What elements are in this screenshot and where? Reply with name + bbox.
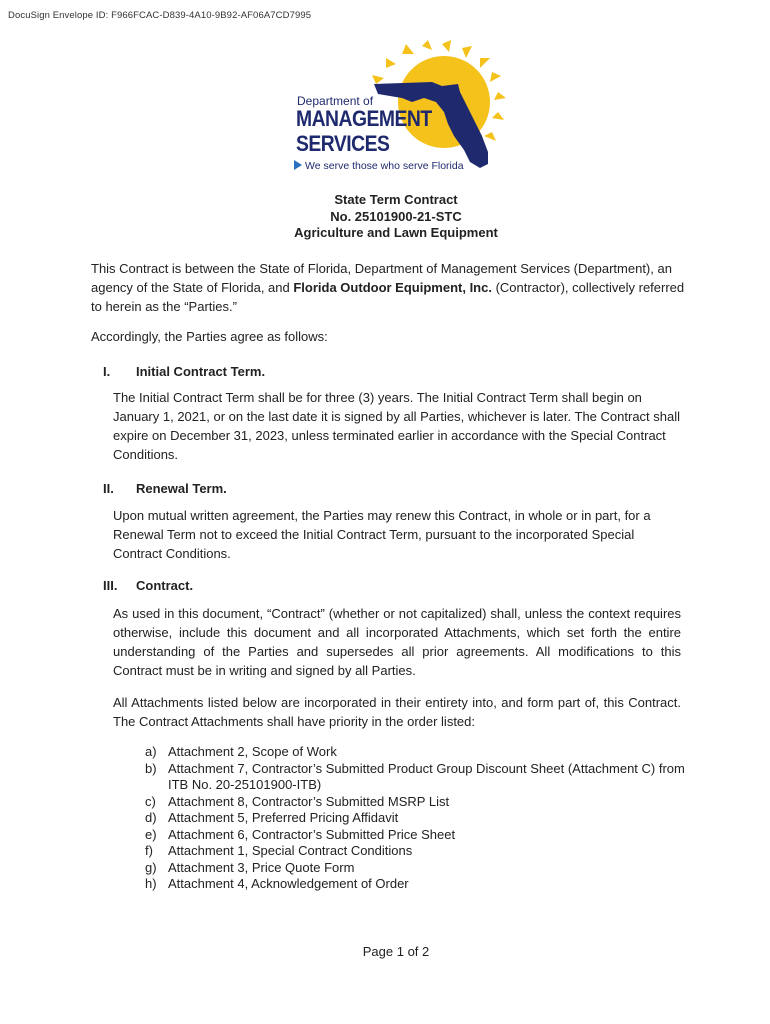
list-marker: f) (145, 843, 153, 858)
logo-management: MANAGEMENT (296, 106, 432, 131)
dms-logo (294, 40, 534, 180)
title-line-3: Agriculture and Lawn Equipment (294, 225, 498, 240)
logo-department-of: Department of (297, 94, 374, 108)
list-item-text: Attachment 3, Price Quote Form (168, 859, 355, 875)
list-item-text: Attachment 6, Contractor’s Submitted Price Sheet (168, 826, 456, 842)
list-item-text: Attachment 7, Contractor’s Submitted Product Group Discount Sheet (Attachment C) from ITB No. 20-25101900-ITB) (168, 760, 685, 792)
attachments-list (145, 744, 685, 893)
section-3-paragraph-1: As used in this document, “Contract” (whether or not capitalized) shall, unless the context requires otherwise, include this document and all incorporated Attachments, which set forth the entire understanding of the Parties and supersedes all prior agreements. All modifications to this Contract must be in writing and signed by all Parties. (113, 606, 681, 678)
list-item (145, 843, 685, 860)
list-item (145, 810, 685, 827)
list-marker: b) (145, 760, 157, 776)
intro-part-1: This Contract is between the State of Florida, Department of Management Services (Department), an agency of the State of Florida, and (91, 261, 672, 295)
agree-paragraph: Accordingly, the Parties agree as follows: (91, 329, 328, 344)
section-heading-2 (103, 481, 503, 499)
list-marker: g) (145, 859, 157, 875)
section-title: Renewal Term. (136, 481, 227, 496)
section-number: III. (103, 578, 118, 593)
title-line-1: State Term Contract (334, 192, 458, 207)
list-item (145, 860, 685, 877)
section-number: I. (103, 364, 111, 379)
list-item-text: Attachment 1, Special Contract Conditions (168, 843, 413, 858)
section-3-paragraph-2: All Attachments listed below are incorporated in their entirety into, and form part of, this Contract. The Contract Attachments shall have priority in the order listed: (113, 695, 681, 729)
list-item-text: Attachment 2, Scope of Work (168, 744, 337, 759)
section-2-paragraph: Upon mutual written agreement, the Parties may renew this Contract, in whole or in part, for a Renewal Term not to exceed the Initial Contract Term, pursuant to the incorporated Special Contract Conditions. (113, 508, 651, 561)
section-heading-3 (103, 578, 503, 596)
section-heading-1 (103, 364, 503, 382)
section-1-paragraph: The Initial Contract Term shall be for three (3) years. The Initial Contract Term shall begin on January 1, 2021, or on the last date it is signed by all Parties, whichever is later. The Contract shall expire on December 31, 2023, unless terminated earlier in accordance with the Special Contract Conditions. (113, 390, 681, 462)
list-marker: h) (145, 876, 157, 891)
list-item (145, 794, 685, 811)
list-marker: c) (145, 793, 156, 809)
section-title: Initial Contract Term. (136, 364, 266, 379)
list-marker: d) (145, 810, 157, 825)
intro-part-2: (Contractor), collectively referred to herein as the “Parties.” (91, 280, 685, 314)
logo-services: SERVICES (296, 131, 390, 156)
page-number: Page 1 of 2 (362, 944, 430, 959)
title-line-2: No. 25101900-21-STC (330, 208, 462, 224)
list-item-text: Attachment 8, Contractor’s Submitted MSRP List (168, 793, 450, 809)
section-title: Contract. (136, 578, 194, 593)
section-number: II. (103, 481, 114, 496)
list-item-text: Attachment 5, Preferred Pricing Affidavit (168, 810, 399, 825)
tagline-text: We serve those who serve Florida (305, 160, 464, 172)
contractor-name: Florida Outdoor Equipment, Inc. (293, 280, 492, 295)
list-item (145, 761, 685, 794)
list-item (145, 827, 685, 844)
list-item-text: Attachment 4, Acknowledgement of Order (168, 876, 409, 891)
list-item (145, 876, 685, 893)
contract-title (0, 192, 770, 242)
logo-tagline (294, 160, 464, 172)
docusign-envelope-id: DocuSign Envelope ID: F966FCAC-D839-4A10-9B92-AF06A7CD7995 (8, 10, 312, 21)
list-marker: e) (145, 826, 157, 842)
list-marker: a) (145, 744, 157, 759)
list-item (145, 744, 685, 761)
intro-paragraph (91, 259, 691, 316)
play-arrow-icon (294, 160, 302, 170)
